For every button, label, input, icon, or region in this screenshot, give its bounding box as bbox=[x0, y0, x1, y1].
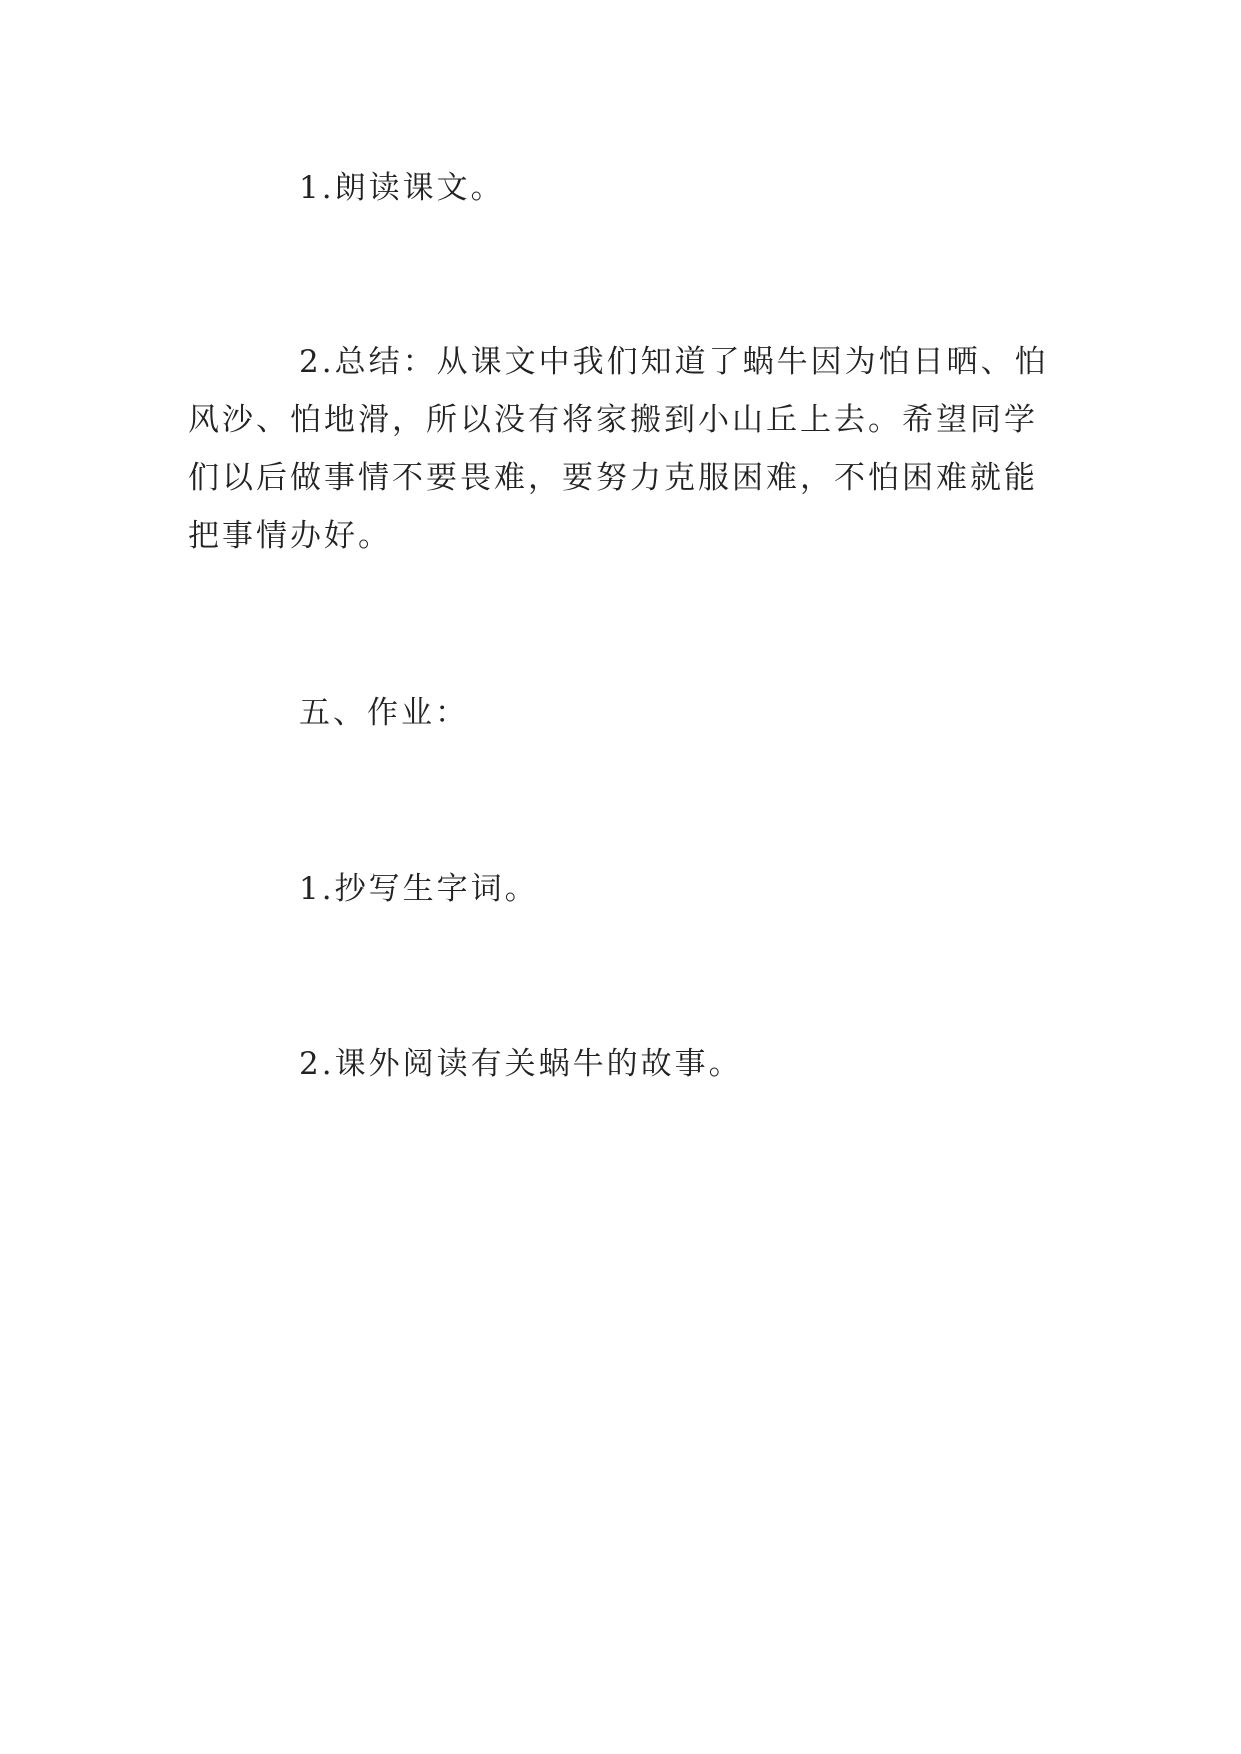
paragraph-read-text: 1.朗读课文。 bbox=[299, 170, 505, 206]
homework-item-extra-reading: 2.课外阅读有关蜗牛的故事。 bbox=[299, 1046, 743, 1082]
paragraph-summary: 2.总结：从课文中我们知道了蜗牛因为怕日晒、怕风沙、怕地滑，所以没有将家搬到小山丘上去。希望同学们以后做事情不要畏难，要努力克服困难，不怕困难就能把事情办好。 bbox=[188, 344, 1049, 554]
section-heading-homework: 五、作业： bbox=[299, 695, 469, 731]
homework-item-copy-words: 1.抄写生字词。 bbox=[299, 871, 539, 907]
